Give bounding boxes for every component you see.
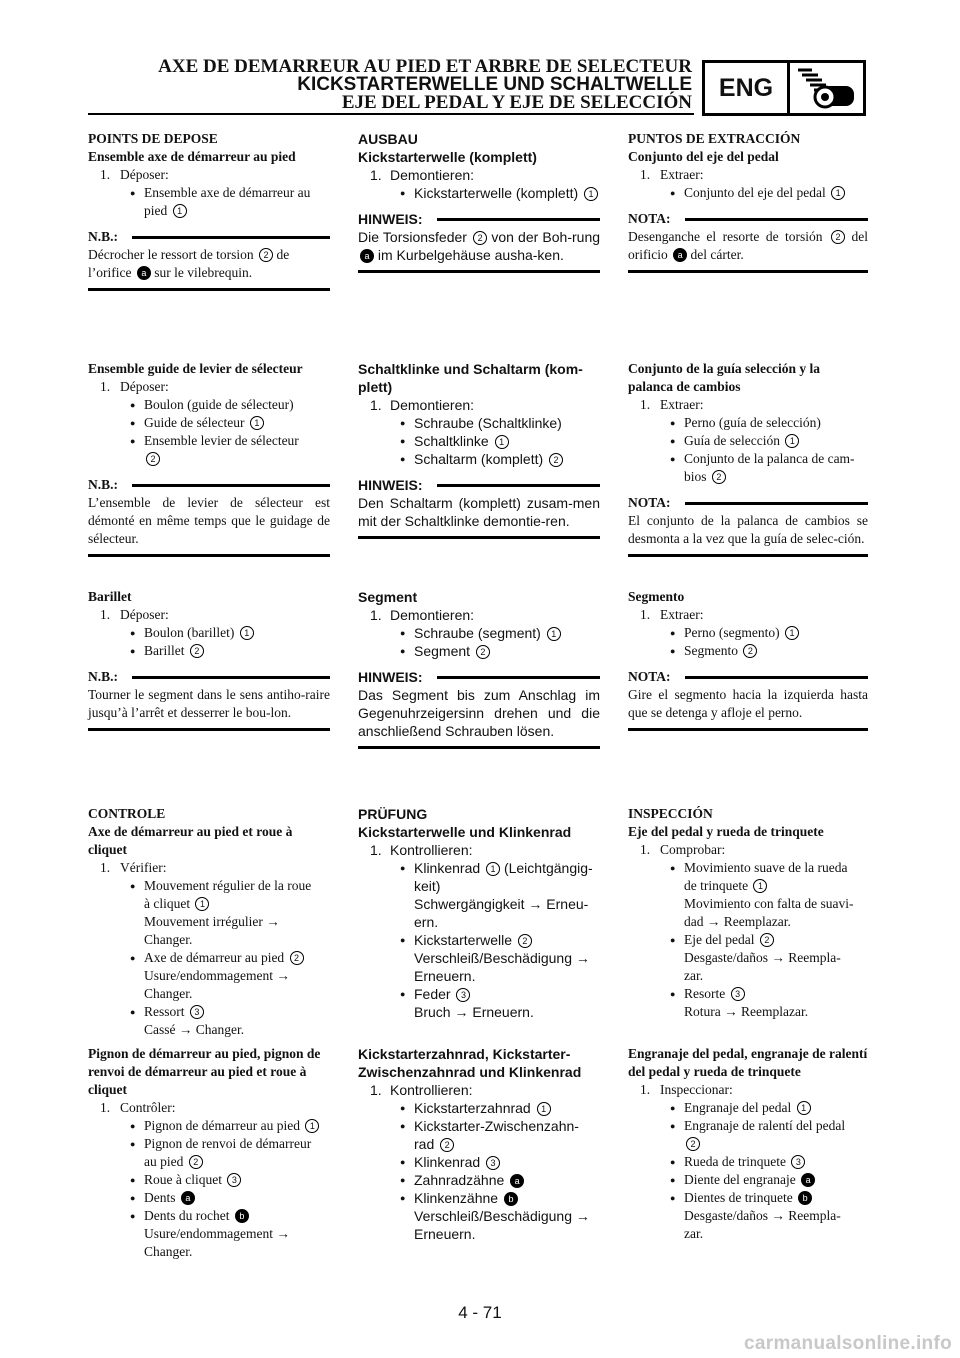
de-bullet: ● Feder 3 xyxy=(358,985,600,1003)
es-note-header: NOTA: xyxy=(628,494,868,512)
title-de: KICKSTARTERWELLE UND SCHALTWELLE xyxy=(297,74,692,95)
de-section-segment xyxy=(358,588,600,749)
es-bullet: ● Resorte 3 xyxy=(628,985,868,1003)
es-bullet: ● Dientes de trinquete b xyxy=(628,1189,868,1207)
fr-bullet: ● Boulon (barillet) 1 xyxy=(88,624,330,642)
de-note-end-rule xyxy=(358,270,600,273)
de-note-text: Die Torsionsfeder 2 von der Boh-rung a im Kurbelgehäuse ausha-ken. xyxy=(358,229,601,263)
fr-bullet: ● Ressort 3 xyxy=(88,1003,330,1021)
fr-note-end-rule xyxy=(88,554,330,557)
fr-note-text: L’ensemble de levier de sélecteur est démonté en même temps que le guidage de sélecteur. xyxy=(88,495,330,546)
es-note-text: Desenganche el resorte de torsión 2 del orificio a del cárter. xyxy=(628,229,868,262)
de-bullet: ● Klinkenrad 3 xyxy=(358,1153,600,1171)
fr-bullet: ● Dents du rochet b xyxy=(88,1207,330,1225)
fr-subheading: Axe de démarreur au pied et roue à cliquet xyxy=(88,824,293,857)
fr-section-gears: Pignon de démarreur au pied, pignon de renvoi de démarreur au pied et roue à cliquet 1. Contrôler: ● Pignon de démarreur au pied 1 ● Pignon de renvoi de démarreur au pied 2 ● Roue à cliquet 3 ● Dents a ● Dents du rochet b Usure/endommagement → Changer. xyxy=(88,1045,330,1261)
fr-heading: Barillet xyxy=(88,589,132,604)
es-bullet: ● Conjunto del eje del pedal 1 xyxy=(628,184,868,202)
page-number: 4 - 71 xyxy=(458,1303,502,1322)
de-note-header: HINWEIS: xyxy=(358,476,600,494)
es-heading: Conjunto de la guía selección y la palanca de cambios xyxy=(628,361,821,394)
es-heading: Engranaje del pedal, engranaje de ralentí del pedal y rueda de trinquete xyxy=(628,1046,868,1079)
title-fr: AXE DE DEMARREUR AU PIED ET ARBRE DE SELECTEUR xyxy=(158,56,692,77)
de-step: 1. Demontieren: xyxy=(370,397,475,413)
fr-heading: Pignon de démarreur au pied, pignon de renvoi de démarreur au pied et roue à cliquet xyxy=(88,1046,321,1097)
es-subheading: Eje del pedal y rueda de trinquete xyxy=(628,824,824,839)
de-step: 1. Kontrollieren: xyxy=(370,842,473,858)
footer-watermark[interactable]: carmanualsonline.info xyxy=(744,1333,952,1354)
fr-bullet: ● Ensemble axe de démarreur au xyxy=(88,184,330,202)
de-note-header: HINWEIS: xyxy=(358,210,600,228)
header-rule xyxy=(88,113,694,115)
de-bullet: ● Schraube (Schaltklinke) xyxy=(358,414,600,432)
de-bullet: ● Kickstarter-Zwischenzahn- xyxy=(358,1117,600,1135)
fr-bullet: ● Pignon de renvoi de démarreur xyxy=(88,1135,330,1153)
es-heading: Segmento xyxy=(628,589,685,604)
de-bullet: ● Kickstarterzahnrad 1 xyxy=(358,1099,600,1117)
es-note-end-rule xyxy=(628,270,868,273)
fr-note-end-rule xyxy=(88,288,330,291)
es-bullet: ● Perno (segmento) 1 xyxy=(628,624,868,642)
eng-badge xyxy=(702,60,866,116)
es-note-text: Gire el segmento hacia la izquierda hasta que se detenga y afloje el perno. xyxy=(628,687,868,720)
fr-bullet: ● Barillet 2 xyxy=(88,642,330,660)
fr-note-text: Décrocher le ressort de torsion 2 de l’orifice a sur le vilebrequin. xyxy=(88,247,290,280)
de-note-end-rule xyxy=(358,746,600,749)
fr-bullet: ● Pignon de démarreur au pied 1 xyxy=(88,1117,330,1135)
de-bullet: ● Schraube (segment) 1 xyxy=(358,624,600,642)
es-bullet: ● Perno (guía de selección) xyxy=(628,414,868,432)
es-note-text: El conjunto de la palanca de cambios se desmonta a la vez que la guía de selec-ción. xyxy=(628,513,868,546)
de-heading: AUSBAU xyxy=(358,131,418,147)
fr-bullet: ● Ensemble levier de sélecteur xyxy=(88,432,330,450)
es-section-gears: Engranaje del pedal, engranaje de ralentí del pedal y rueda de trinquete 1. Inspeccionar: ● Engranaje del pedal 1 ● Engranaje de ralentí del pedal 2 ● Rueda de trinquete 3 ● Diente del engranaje a ● Dientes de trinquete b Desgaste/daños → Reempla- zar. xyxy=(628,1045,868,1243)
es-subheading: Conjunto del eje del pedal xyxy=(628,149,779,164)
fr-heading: CONTROLE xyxy=(88,806,166,821)
es-section-removal xyxy=(628,130,868,273)
de-heading: Schaltklinke und Schaltarm (kom-plett) xyxy=(358,361,583,395)
de-note-text: Das Segment bis zum Anschlag im Gegenuhrzeigersinn drehen und die anschließend Schrauben lösen. xyxy=(358,687,600,739)
de-section-shift-guide xyxy=(358,360,600,539)
es-note-header: NOTA: xyxy=(628,210,868,228)
engine-icon xyxy=(790,63,863,113)
es-section-inspection: INSPECCIÓN Eje del pedal y rueda de trinquete 1. Comprobar: ● Movimiento suave de la rueda de trinquete 1 Movimiento con falta de suavi- dad → Reemplazar. ● Eje del pedal 2 Desgaste/daños → Reempla- zar. ● Resorte 3 Rotura → Reemplazar. xyxy=(628,805,868,1021)
es-bullet: ● Guía de selección 1 xyxy=(628,432,868,450)
title-es: EJE DEL PEDAL Y EJE DE SELECCIÓN xyxy=(341,92,692,113)
es-section-segment xyxy=(628,588,868,731)
fr-section-removal: POINTS DE DEPOSE Ensemble axe de démarreur au pied 1. Déposer: ● Ensemble axe de démarreur au pied 1 N.B.: Décrocher le ressort de torsion 2 de l’orifice a sur le vilebrequin. xyxy=(88,130,330,291)
de-note-header: HINWEIS: xyxy=(358,668,600,686)
es-bullet: ● Segmento 2 xyxy=(628,642,868,660)
fr-section-inspection: CONTROLE Axe de démarreur au pied et roue à cliquet 1. Vérifier: ● Mouvement régulier de la roue à cliquet 1 Mouvement irrégulier → Changer. ● Axe de démarreur au pied 2 Usure/endommagement → Changer. ● Ressort 3 Cassé → Changer. xyxy=(88,805,330,1039)
fr-step: 1. Contrôler: xyxy=(100,1100,176,1115)
de-bullet: ● Klinkenrad 1 (Leichtgängig-keit) xyxy=(358,859,600,895)
fr-step: 1. Déposer: xyxy=(100,167,169,182)
de-heading: Kickstarterzahnrad, Kickstarter-Zwischenzahnrad und Klinkenrad xyxy=(358,1046,582,1080)
es-bullet: ● Conjunto de la palanca de cam- xyxy=(628,450,868,468)
de-section-inspection: PRÜFUNG Kickstarterwelle und Klinkenrad 1. Kontrollieren: ● Klinkenrad 1 (Leichtgängig-keit) Schwergängigkeit → Erneu-ern. ● Kickstarterwelle 2 Verschleiß/Beschädigung → Erneuern. ● Feder 3 Bruch → Erneuern. xyxy=(358,805,600,1021)
es-step: 1. Extraer: xyxy=(640,167,704,182)
de-note-text: Den Schaltarm (komplett) zusam-men mit der Schaltklinke demontie-ren. xyxy=(358,495,600,529)
fr-subheading: Ensemble axe de démarreur au pied xyxy=(88,149,296,164)
fr-bullet: ● Guide de sélecteur 1 xyxy=(88,414,330,432)
fr-note-header: N.B.: xyxy=(88,668,330,686)
es-step: 1. Comprobar: xyxy=(640,842,726,857)
es-heading: PUNTOS DE EXTRACCIÓN xyxy=(628,131,801,146)
de-heading: PRÜFUNG xyxy=(358,806,428,822)
es-step: 1. Inspeccionar: xyxy=(640,1082,733,1097)
es-bullet: ● Engranaje del pedal 1 xyxy=(628,1099,868,1117)
de-bullet: ● Schaltklinke 1 xyxy=(358,432,600,450)
fr-bullet: ● Dents a xyxy=(88,1189,330,1207)
es-section-shift-guide: Conjunto de la guía selección y la palanca de cambios 1. Extraer: ● Perno (guía de selección) ● Guía de selección 1 ● Conjunto de la palanca de cam- bios 2 NOTA: El conjunto de la palanca de cambios se desmonta a la vez que la guía de selec-ción. xyxy=(628,360,868,557)
fr-bullet: ● Roue à cliquet 3 xyxy=(88,1171,330,1189)
fr-note-header: N.B.: xyxy=(88,228,330,246)
es-bullet: ● Rueda de trinquete 3 xyxy=(628,1153,868,1171)
es-step: 1. Extraer: xyxy=(640,607,704,622)
fr-note-end-rule xyxy=(88,728,330,731)
fr-step: 1. Déposer: xyxy=(100,379,169,394)
de-bullet: ● Zahnradzähne a xyxy=(358,1171,600,1189)
de-bullet: ● Kickstarterwelle 2 xyxy=(358,931,600,949)
es-note-end-rule xyxy=(628,554,868,557)
de-bullet: ● Schaltarm (komplett) 2 xyxy=(358,450,600,468)
fr-step: 1. Vérifier: xyxy=(100,860,167,875)
fr-bullet: ● Boulon (guide de sélecteur) xyxy=(88,396,330,414)
es-bullet: ● Eje del pedal 2 xyxy=(628,931,868,949)
de-step: 1. Demontieren: xyxy=(370,167,475,183)
es-note-header: NOTA: xyxy=(628,668,868,686)
fr-bullet: ● Axe de démarreur au pied 2 xyxy=(88,949,330,967)
es-bullet: ● Movimiento suave de la rueda xyxy=(628,859,868,877)
fr-note-text: Tourner le segment dans le sens antiho-raire jusqu’à l’arrêt et desserrer le bou-lon. xyxy=(88,687,330,720)
es-note-end-rule xyxy=(628,728,868,731)
fr-bullet: ● Mouvement régulier de la roue xyxy=(88,877,330,895)
de-bullet: ● Kickstarterwelle (komplett) 1 xyxy=(358,184,600,202)
fr-section-barrel xyxy=(88,588,330,731)
de-section-gears: Kickstarterzahnrad, Kickstarter-Zwischenzahnrad und Klinkenrad 1. Kontrollieren: ● Kickstarterzahnrad 1 ● Kickstarter-Zwischenzahn- rad 2 ● Klinkenrad 3 ● Zahnradzähne a ● Klinkenzähne b Verschleiß/Beschädigung → Erneuern. xyxy=(358,1045,600,1243)
es-step: 1. Extraer: xyxy=(640,397,704,412)
es-bullet: ● Diente del engranaje a xyxy=(628,1171,868,1189)
fr-heading: POINTS DE DEPOSE xyxy=(88,131,218,146)
de-subheading: Kickstarterwelle (komplett) xyxy=(358,149,537,165)
fr-section-shift-guide: Ensemble guide de levier de sélecteur 1. Déposer: ● Boulon (guide de sélecteur) ● Guide de sélecteur 1 ● Ensemble levier de sélecteur 2 N.B.: L’ensemble de levier de sélecteur est démonté en même temps que le guidage de sélecteur. xyxy=(88,360,330,557)
fr-note-header: N.B.: xyxy=(88,476,330,494)
es-bullet: ● Engranaje de ralentí del pedal xyxy=(628,1117,868,1135)
es-heading: INSPECCIÓN xyxy=(628,806,713,821)
callout-1: 1 xyxy=(173,204,187,218)
de-note-end-rule xyxy=(358,536,600,539)
de-bullet: ● Segment 2 xyxy=(358,642,600,660)
de-bullet: ● Klinkenzähne b xyxy=(358,1189,600,1207)
de-step: 1. Kontrollieren: xyxy=(370,1082,473,1098)
de-step: 1. Demontieren: xyxy=(370,607,475,623)
eng-label: ENG xyxy=(705,63,790,113)
de-subheading: Kickstarterwelle und Klinkenrad xyxy=(358,824,572,840)
de-heading: Segment xyxy=(358,589,418,605)
de-section-removal xyxy=(358,130,600,273)
fr-heading: Ensemble guide de levier de sélecteur xyxy=(88,361,303,376)
fr-step: 1. Déposer: xyxy=(100,607,169,622)
